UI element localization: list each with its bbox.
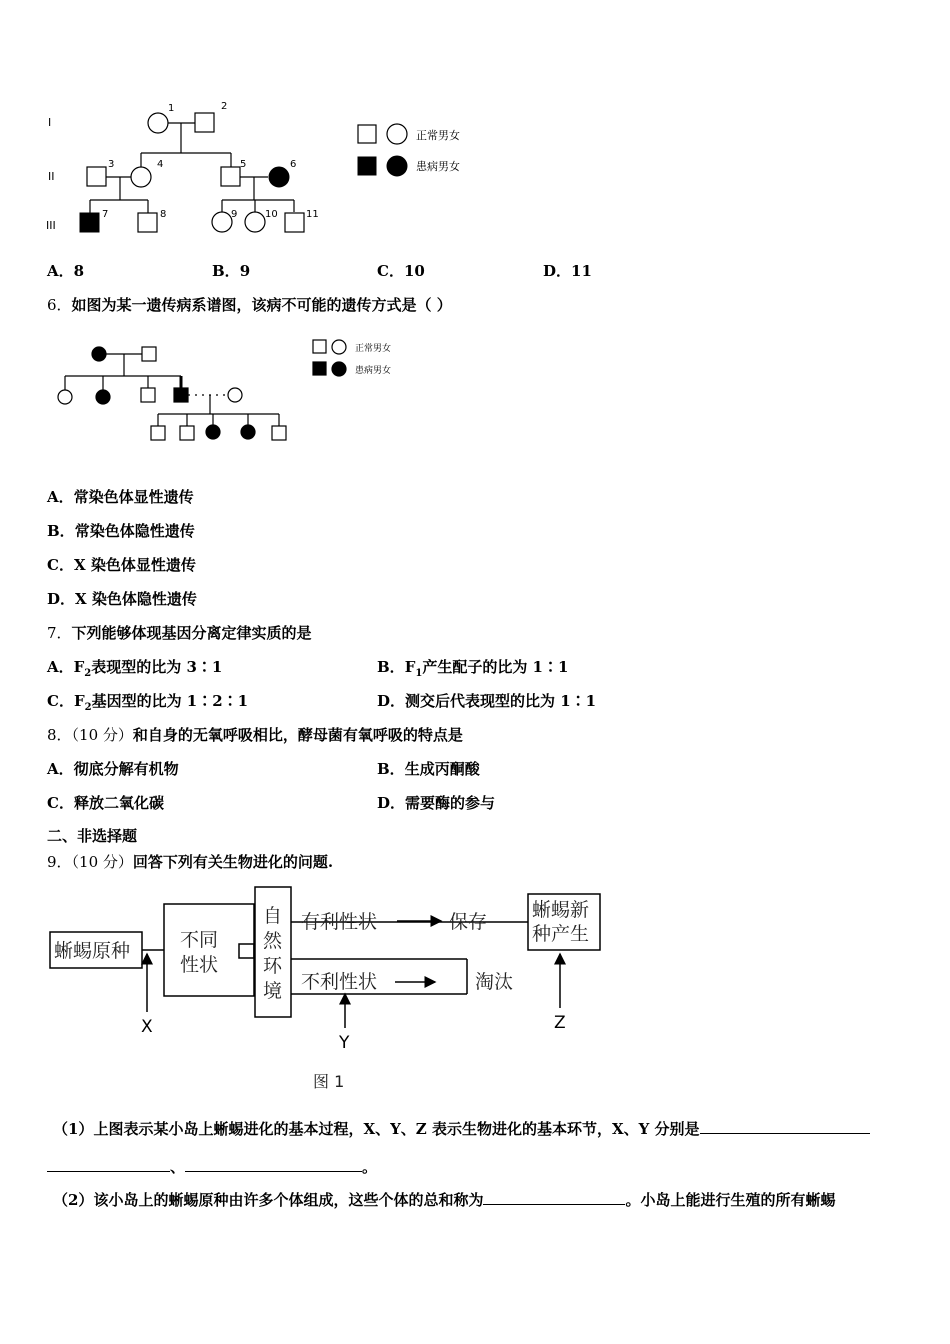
q7-option-d[interactable]: D．测交后代表现型的比为 1∶1 [377,692,597,710]
q9-sub2: （2）该小岛上的蜥蜴原种由许多个体组成，这些个体的总和称为 。小岛上能进行生殖的所有蜥蜴 [53,1191,836,1209]
legend-normal-male-icon [358,125,376,143]
q7-option-b[interactable]: B．$F_1$产生配子的比为 1∶1 [377,658,569,679]
q9-stem: 9．（10 分）回答下列有关生物进化的问题. [47,853,334,871]
q8-option-b[interactable]: B．生成丙酮酸 [377,760,480,778]
svg-text:9: 9 [231,209,238,220]
q6-option-a[interactable]: A．常染色体显性遗传 [47,488,194,506]
svg-text:自: 自 [263,905,283,927]
pedigree-individual-3 [87,167,106,186]
pedigree-individual-9 [212,212,232,232]
svg-text:然: 然 [263,930,283,952]
svg-text:2: 2 [221,101,228,112]
section-heading: 二、非选择题 [47,827,138,845]
figure-caption: 图 1 [313,1072,345,1091]
svg-text:不同: 不同 [180,929,219,951]
svg-text:6: 6 [290,159,297,170]
pedigree-individual-6 [269,167,289,187]
label-y: Y [339,1033,350,1053]
label-x: X [141,1017,153,1037]
svg-text:环: 环 [263,955,283,977]
q6-option-b[interactable]: B．常染色体隐性遗传 [47,522,195,540]
q8-option-c[interactable]: C．释放二氧化碳 [47,794,164,812]
unfavorable-traits-label: 不利性状 [301,971,378,993]
q7-option-c[interactable]: C．$F_2$基因型的比为 1∶2∶1 [47,692,249,713]
svg-text:III: III [46,219,56,232]
q7-option-a[interactable]: A．$F_2$表现型的比为 3∶1 [47,658,223,679]
q9-sub1-blank-2[interactable] [47,1157,170,1172]
eliminate-label: 淘汰 [475,971,514,993]
q9-sub2-blank[interactable] [483,1190,625,1205]
favorable-traits-label: 有利性状 [301,911,378,933]
q9-sub1: （1）上图表示某小岛上蜥蜴进化的基本过程，X、Y、Z 表示生物进化的基本环节，X、Y 分别是 [53,1119,870,1139]
svg-text:3: 3 [108,159,115,170]
svg-text:11: 11 [306,209,319,220]
svg-text:患病男女: 患病男女 [355,366,392,376]
svg-text:正常男女: 正常男女 [355,344,392,354]
legend-affected-female-icon [387,156,407,176]
svg-text:种产生: 种产生 [532,923,590,945]
svg-text:I: I [48,116,52,129]
q8-stem: 8．（10 分）和自身的无氧呼吸相比，酵母菌有氧呼吸的特点是 [47,726,463,744]
pedigree-individual-5 [221,167,240,186]
pedigree-individual-7 [80,213,99,232]
q8-option-d[interactable]: D．需要酶的参与 [377,794,496,812]
label-z: Z [554,1013,566,1033]
q9-sub1-blank-1[interactable] [700,1119,870,1134]
pedigree-individual-8 [138,213,157,232]
q6-stem: 6．如图为某一遗传病系谱图，该病不可能的遗传方式是（ ） [47,296,452,314]
legend-normal-female-icon [387,124,407,144]
svg-text:II: II [48,170,55,183]
q5-option-c[interactable]: C．10 [377,262,425,280]
pedigree-individual-4 [131,167,151,187]
q9-evolution-diagram [45,882,610,1097]
q9-sub1-continued: 、 。 [47,1157,377,1177]
q6-option-d[interactable]: D．X 染色体隐性遗传 [47,590,197,608]
q5-pedigree-figure [40,95,480,245]
legend-affected-label: 患病男女 [416,160,460,173]
q8-option-a[interactable]: A．彻底分解有机物 [47,760,179,778]
legend-normal-label: 正常男女 [416,129,460,142]
svg-text:10: 10 [265,209,278,220]
preserve-label: 保存 [449,911,488,933]
pedigree-individual-1 [148,113,168,133]
svg-text:4: 4 [157,159,164,170]
pedigree-individual-10 [245,212,265,232]
q5-option-a[interactable]: A．8 [47,262,85,280]
q6-pedigree-figure [45,333,415,448]
svg-text:蜥蜴新: 蜥蜴新 [532,899,590,921]
q5-option-b[interactable]: B．9 [212,262,251,280]
pedigree-individual-2 [195,113,214,132]
svg-text:7: 7 [102,209,109,220]
q5-option-d[interactable]: D．11 [543,262,592,280]
svg-text:5: 5 [240,159,247,170]
origin-species-label: 蜥蜴原种 [54,940,131,962]
q7-stem: 7．下列能够体现基因分离定律实质的是 [47,624,312,642]
svg-text:性状: 性状 [180,954,219,976]
svg-text:境: 境 [263,980,283,1002]
pedigree-individual-11 [285,213,304,232]
q6-option-c[interactable]: C．X 染色体显性遗传 [47,556,196,574]
svg-text:8: 8 [160,209,167,220]
svg-text:1: 1 [168,103,175,114]
legend-affected-male-icon [358,157,376,175]
q9-sub1-blank-3[interactable] [185,1157,362,1172]
